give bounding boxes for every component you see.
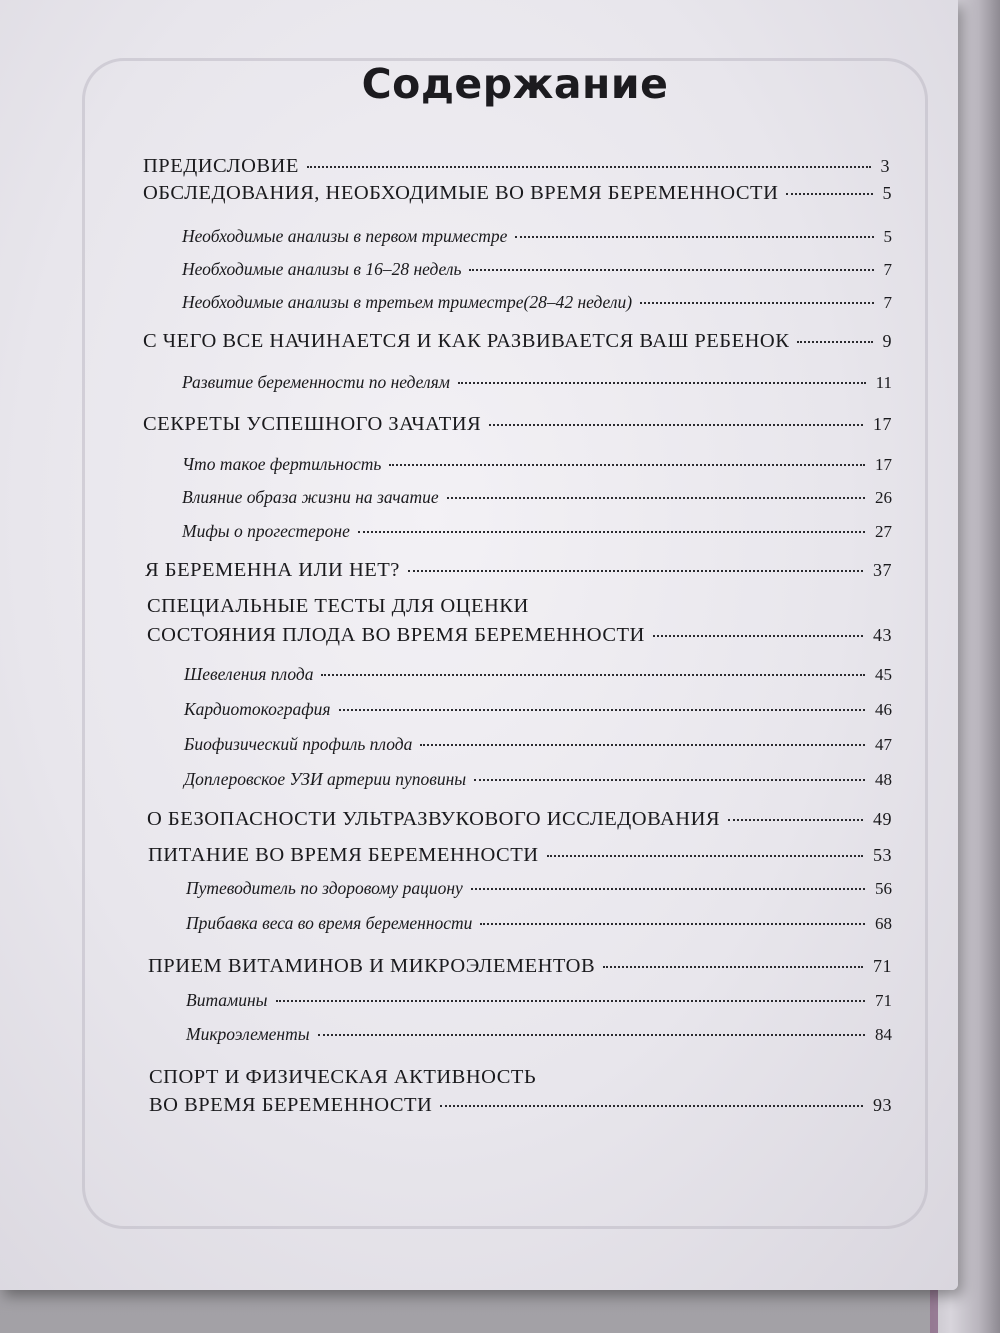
toc-entry-label: ВО ВРЕМЯ БЕРЕМЕННОСТИ	[149, 1094, 433, 1116]
toc-page-number: 11	[875, 373, 892, 392]
toc-page-number: 43	[873, 625, 892, 645]
toc-page-number: 17	[873, 414, 892, 434]
dot-leader	[339, 709, 865, 711]
toc-entry[interactable]	[147, 808, 892, 831]
toc-page-number: 84	[875, 1025, 892, 1044]
toc-page-number: 71	[875, 991, 892, 1010]
toc-entry-label: Мифы о прогестероне	[182, 521, 350, 541]
toc-entry-label: Микроэлементы	[186, 1024, 310, 1044]
toc-entry-label: Я БЕРЕМЕННА ИЛИ НЕТ?	[145, 559, 400, 581]
toc-page-number: 7	[883, 260, 892, 279]
toc-subentry[interactable]	[186, 878, 892, 899]
toc-entry-label: Влияние образа жизни на зачатие	[182, 487, 439, 507]
toc-page-number: 46	[875, 700, 892, 719]
toc-page-number: 93	[873, 1095, 892, 1115]
toc-page-number: 56	[875, 879, 892, 898]
toc-subentry[interactable]	[184, 769, 892, 790]
dot-leader	[797, 341, 872, 343]
toc-page-number: 5	[883, 227, 892, 246]
toc-subentry[interactable]	[186, 990, 892, 1011]
toc-entry-label: Развитие беременности по неделям	[182, 372, 450, 392]
toc-subentry[interactable]	[184, 734, 892, 755]
toc-entry-label: ОБСЛЕДОВАНИЯ, НЕОБХОДИМЫЕ ВО ВРЕМЯ БЕРЕМЕННОСТИ	[143, 182, 779, 204]
dot-leader	[547, 855, 863, 857]
dot-leader	[420, 744, 865, 746]
toc-entry-label: О БЕЗОПАСНОСТИ УЛЬТРАЗВУКОВОГО ИССЛЕДОВАНИЯ	[147, 808, 721, 830]
toc-entry-label: Необходимые анализы в первом триместре	[182, 226, 508, 246]
toc-page-number: 53	[873, 845, 892, 865]
toc-entry-label: Витамины	[186, 990, 268, 1010]
toc-entry-label: Путеводитель по здоровому рациону	[186, 878, 463, 898]
toc-page-number: 71	[873, 956, 892, 976]
toc-subentry[interactable]	[184, 664, 892, 685]
dot-leader	[276, 1000, 866, 1002]
dot-leader	[474, 779, 865, 781]
toc-entry-label: Кардиотокография	[184, 699, 331, 719]
dot-leader	[447, 497, 865, 499]
dot-leader	[603, 966, 863, 968]
dot-leader	[728, 819, 863, 821]
toc-subentry[interactable]	[186, 1024, 892, 1045]
toc-entry-label: Биофизический профиль плода	[184, 734, 413, 754]
dot-leader	[786, 193, 872, 195]
toc-page-number: 48	[875, 770, 892, 789]
dot-leader	[515, 236, 873, 238]
toc-page-number: 68	[875, 914, 892, 933]
toc-entry-label-line1: СПЕЦИАЛЬНЫЕ ТЕСТЫ ДЛЯ ОЦЕНКИ	[147, 595, 529, 617]
toc-subentry[interactable]	[186, 913, 892, 934]
toc-entry-label: ПИТАНИЕ ВО ВРЕМЯ БЕРЕМЕННОСТИ	[148, 844, 539, 866]
toc-entry-label: ПРИЕМ ВИТАМИНОВ И МИКРОЭЛЕМЕНТОВ	[148, 955, 596, 977]
dot-leader	[640, 302, 873, 304]
toc-entry[interactable]	[143, 330, 892, 353]
dot-leader	[653, 635, 863, 637]
toc-entry-label: Прибавка веса во время беременности	[186, 913, 473, 933]
toc-entry-label: Необходимые анализы в третьем триместре(28–42 недели)	[182, 292, 633, 312]
page-title: Содержание	[361, 60, 669, 108]
toc-page-number: 37	[873, 560, 892, 580]
toc-entry[interactable]	[143, 413, 892, 436]
toc-subentry[interactable]	[182, 487, 892, 508]
toc-subentry[interactable]	[182, 226, 892, 247]
toc-page-number: 7	[883, 293, 892, 312]
toc-subentry[interactable]	[184, 699, 892, 720]
toc-entry-label: ПРЕДИСЛОВИЕ	[143, 155, 299, 177]
toc-entry-label: СЕКРЕТЫ УСПЕШНОГО ЗАЧАТИЯ	[143, 413, 482, 435]
toc-entry[interactable]	[143, 155, 890, 178]
toc-entry-label: Необходимые анализы в 16–28 недель	[182, 259, 462, 279]
toc-subentry[interactable]	[182, 454, 892, 475]
toc-page-number: 47	[875, 735, 892, 754]
toc-subentry[interactable]	[182, 521, 892, 542]
toc-entry[interactable]	[147, 624, 892, 647]
toc-page-number: 27	[875, 522, 892, 541]
toc-entry-label: Шевеления плода	[184, 664, 314, 684]
toc-entry[interactable]	[145, 559, 892, 582]
toc-subentry[interactable]	[182, 292, 892, 313]
toc-page-number: 45	[875, 665, 892, 684]
dot-leader	[480, 923, 865, 925]
dot-leader	[318, 1034, 865, 1036]
toc-entry[interactable]	[148, 955, 892, 978]
toc-entry-label: Доплеровское УЗИ артерии пуповины	[184, 769, 467, 789]
toc-page-number: 17	[875, 455, 892, 474]
dot-leader	[321, 674, 865, 676]
toc-entry-label: СОСТОЯНИЯ ПЛОДА ВО ВРЕМЯ БЕРЕМЕННОСТИ	[147, 624, 645, 646]
toc-entry[interactable]	[149, 1094, 892, 1117]
dot-leader	[358, 531, 865, 533]
toc-page-number: 49	[873, 809, 892, 829]
toc-page-number: 3	[880, 156, 890, 176]
dot-leader	[471, 888, 865, 890]
dot-leader	[469, 269, 873, 271]
toc-subentry[interactable]	[182, 372, 892, 393]
dot-leader	[489, 424, 863, 426]
toc-entry-label: С ЧЕГО ВСЕ НАЧИНАЕТСЯ И КАК РАЗВИВАЕТСЯ ВАШ РЕБЕНОК	[143, 330, 790, 352]
toc-page-number: 26	[875, 488, 892, 507]
dot-leader	[458, 382, 866, 384]
dot-leader	[307, 166, 871, 168]
toc-entry-label: Что такое фертильность	[182, 454, 382, 474]
toc-subentry[interactable]	[182, 259, 892, 280]
dot-leader	[408, 570, 863, 572]
dot-leader	[440, 1105, 863, 1107]
toc-page-number: 9	[882, 331, 892, 351]
toc-entry[interactable]	[148, 844, 892, 867]
toc-entry-label-line1: СПОРТ И ФИЗИЧЕСКАЯ АКТИВНОСТЬ	[149, 1066, 537, 1088]
toc-page-number: 5	[882, 183, 892, 203]
dot-leader	[389, 464, 865, 466]
toc-entry[interactable]	[143, 182, 892, 205]
